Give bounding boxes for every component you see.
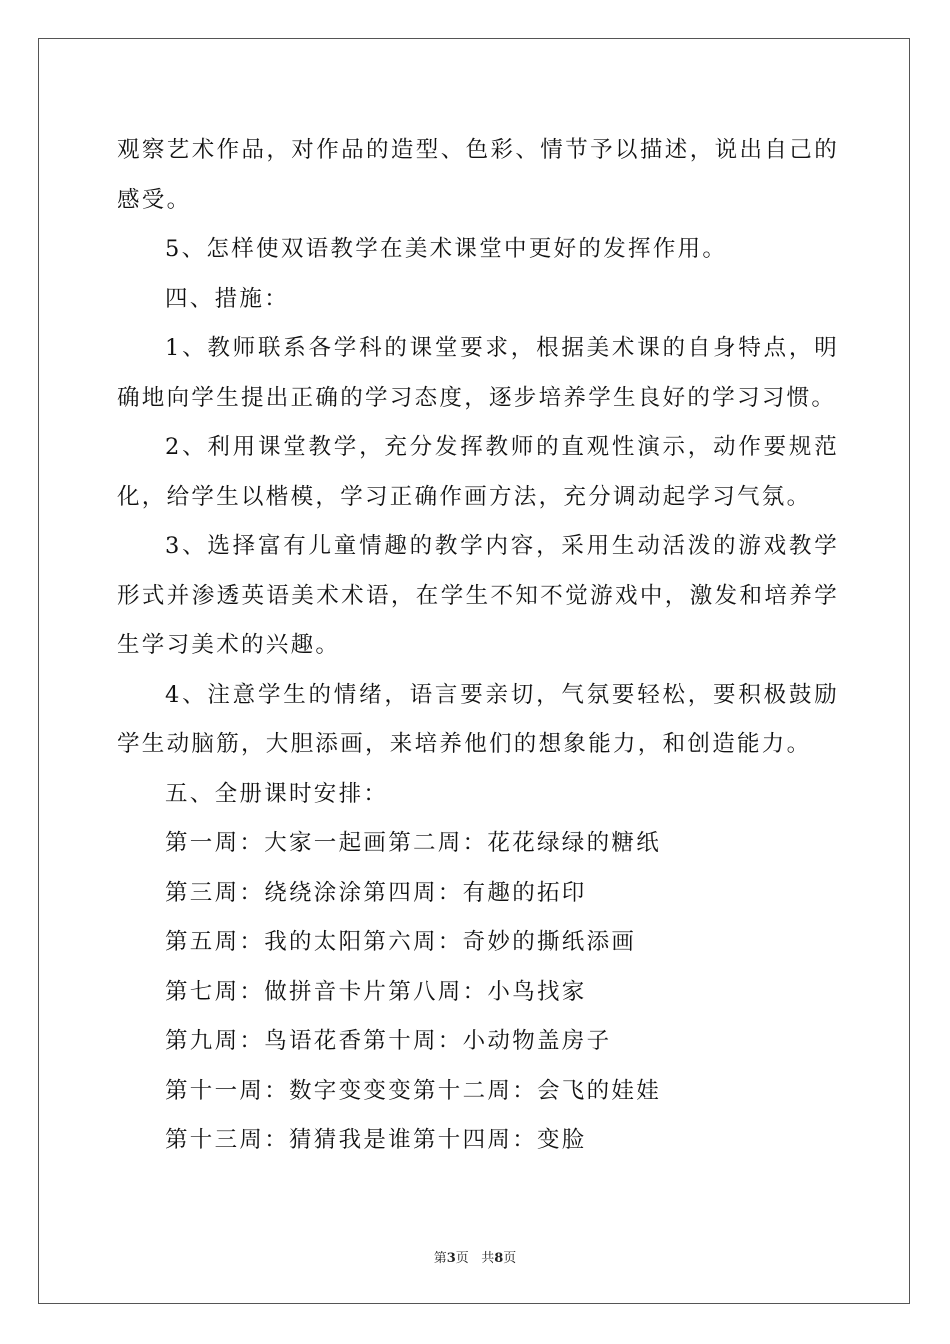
footer-total-suffix: 页 xyxy=(503,1251,517,1266)
paragraph-p4: 1、教师联系各学科的课堂要求，根据美术课的自身特点，明确地向学生提出正确的学习态度，逐步培养学生良好的学习习惯。 xyxy=(117,335,839,411)
paragraph-p7: 4、注意学生的情绪，语言要亲切，气氛要轻松，要积极鼓励学生动脑筋，大胆添画，来培养他们的想象能力，和创造能力。 xyxy=(117,681,839,757)
footer-total-prefix: 共 xyxy=(481,1251,495,1266)
footer-page-number: 3 xyxy=(446,1251,456,1266)
section-heading-schedule: 五、全册课时安排： xyxy=(165,780,389,807)
schedule-line: 第七周：做拼音卡片第八周：小鸟找家 xyxy=(165,978,587,1005)
paragraph-p2: 5、怎样使双语教学在美术课堂中更好的发挥作用。 xyxy=(165,236,728,262)
paragraph-p1: 观察艺术作品，对作品的造型、色彩、情节予以描述，说出自己的感受。 xyxy=(117,137,839,213)
document-body xyxy=(117,126,839,1166)
footer-prefix: 第 xyxy=(433,1251,447,1266)
section-heading-measures: 四、措施： xyxy=(165,285,290,312)
schedule-line: 第十一周：数字变变变第十二周：会飞的娃娃 xyxy=(165,1077,662,1104)
schedule-line: 第九周：鸟语花香第十周：小动物盖房子 xyxy=(165,1028,612,1054)
schedule-line: 第五周：我的太阳第六周：奇妙的撕纸添画 xyxy=(165,929,637,955)
schedule-line: 第三周：绕绕涂涂第四周：有趣的拓印 xyxy=(165,879,587,906)
page-footer xyxy=(0,1247,950,1266)
paragraph-p5: 2、利用课堂教学，充分发挥教师的直观性演示，动作要规范化，给学生以楷模，学习正确作画方法，充分调动起学习气氛。 xyxy=(117,434,839,510)
paragraph-p6: 3、选择富有儿童情趣的教学内容，采用生动活泼的游戏教学形式并渗透英语美术术语，在学生不知不觉游戏中，激发和培养学生学习美术的兴趣。 xyxy=(117,533,839,658)
footer-total-pages: 8 xyxy=(494,1251,504,1266)
schedule-line: 第一周：大家一起画第二周：花花绿绿的糖纸 xyxy=(165,830,662,856)
footer-page-suffix: 页 xyxy=(455,1251,469,1266)
schedule-line: 第十三周：猜猜我是谁第十四周：变脸 xyxy=(165,1127,587,1153)
